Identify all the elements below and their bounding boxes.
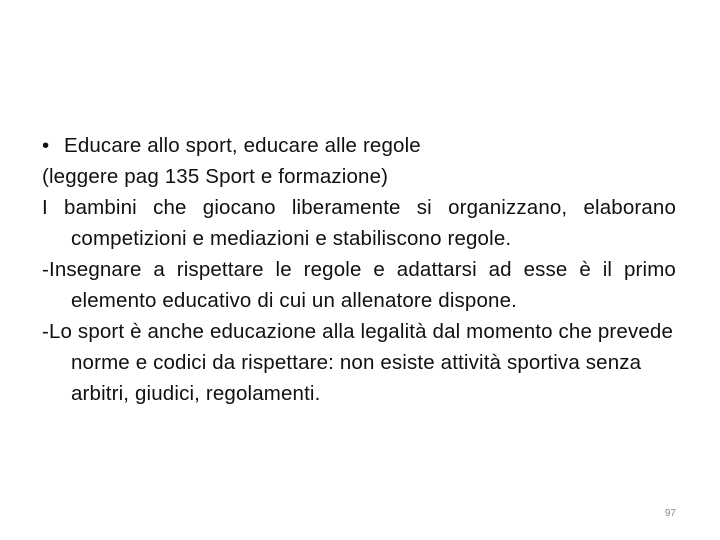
bullet-icon: • (42, 134, 50, 157)
heading-text: Educare allo sport, educare alle regole (64, 134, 421, 157)
paragraph-children-rules: I bambini che giocano liberamente si organizzano, elaborano competizioni e mediazioni e stabiliscono regole. (42, 196, 676, 250)
paragraph-legality: -Lo sport è anche educazione alla legalità dal momento che prevede norme e codici da rispettare: non esiste attività sportiva senza arbitri, giudici, regolamenti. (42, 320, 673, 405)
slide-body (42, 130, 676, 409)
reading-reference: (leggere pag 135 Sport e formazione) (42, 165, 389, 188)
paragraph-teaching-rules: -Insegnare a rispettare le regole e adattarsi ad esse è il primo elemento educativo di cui un allenatore dispone. (42, 258, 676, 312)
bullet-heading (42, 130, 676, 161)
page-number: 97 (664, 508, 676, 519)
